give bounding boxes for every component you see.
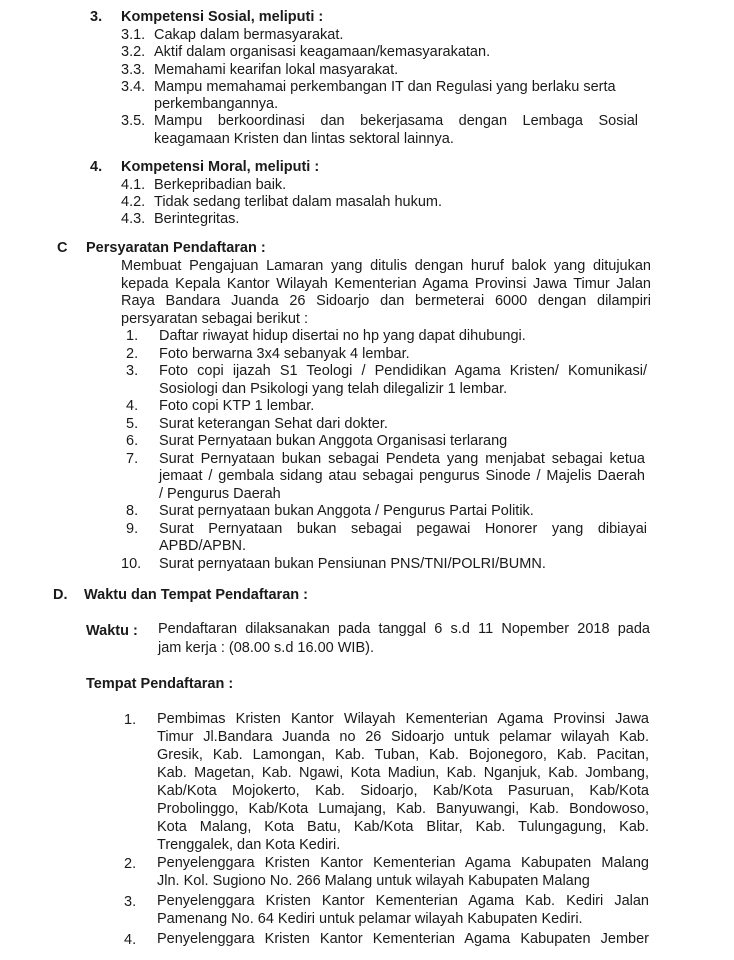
- section-c-letter: C: [57, 240, 68, 256]
- section-3-number: 3.: [90, 9, 103, 25]
- item-text: Kab/Kota Mojokerto, Kab. Sidoarjo, Kab/Kota Pasuruan, Kab/Kota: [157, 783, 649, 799]
- item-number: 3.4.: [121, 79, 146, 95]
- item-text: Gresik, Kab. Lamongan, Kab. Tuban, Kab. Bojonegoro, Kab. Pacitan,: [157, 747, 649, 763]
- item-text: Pamenang No. 64 Kediri untuk pelamar wilayah Kabupaten Kediri.: [157, 911, 583, 927]
- item-number: 10.: [121, 556, 142, 572]
- section-d-heading: Waktu dan Tempat Pendaftaran :: [84, 587, 308, 603]
- item-text: Penyelenggara Kristen Kantor Kementerian Agama Kabupaten Jember: [157, 931, 649, 947]
- item-number: 3.: [124, 894, 137, 910]
- item-number: 9.: [126, 521, 139, 537]
- section-3-heading: Kompetensi Sosial, meliputi :: [121, 9, 324, 25]
- item-text: Berintegritas.: [154, 211, 240, 227]
- item-number: 3.5.: [121, 113, 146, 129]
- item-text: Cakap dalam bermasyarakat.: [154, 27, 344, 43]
- item-text: Probolinggo, Kab/Kota Lumajang, Kab. Banyuwangi, Kab. Bondowoso,: [157, 801, 649, 817]
- item-text: Pembimas Kristen Kantor Wilayah Kementerian Agama Provinsi Jawa: [157, 711, 649, 727]
- item-number: 4.1.: [121, 177, 146, 193]
- item-text: Mampu berkoordinasi dan bekerjasama dengan Lembaga Sosial: [154, 113, 638, 129]
- item-number: 4.3.: [121, 211, 146, 227]
- item-number: 2.: [124, 856, 137, 872]
- section-d-letter: D.: [53, 587, 68, 603]
- item-text: Surat Pernyataan bukan sebagai Pendeta yang menjabat sebagai ketua: [159, 451, 645, 467]
- item-text: Surat Pernyataan bukan Anggota Organisasi terlarang: [159, 433, 508, 449]
- item-number: 4.: [124, 932, 137, 948]
- item-text: Tidak sedang terlibat dalam masalah hukum.: [154, 194, 443, 210]
- item-text: Trenggalek, dan Kota Kediri.: [157, 837, 341, 853]
- item-number: 4.: [126, 398, 139, 414]
- item-text: perkembangannya.: [154, 96, 279, 112]
- item-number: 3.3.: [121, 62, 146, 78]
- item-text: Kab. Magetan, Kab. Ngawi, Kota Madiun, Kab. Nganjuk, Kab. Jombang,: [157, 765, 649, 781]
- item-text: Kota Malang, Kota Batu, Kab/Kota Blitar, Kab. Tulungagung, Kab.: [157, 819, 649, 835]
- item-number: 6.: [126, 433, 139, 449]
- item-text: Berkepribadian baik.: [154, 177, 287, 193]
- item-number: 5.: [126, 416, 139, 432]
- item-text: Timur Jl.Bandara Juanda no 26 Sidoarjo untuk pelamar wilayah Kab.: [157, 729, 649, 745]
- item-number: 3.1.: [121, 27, 146, 43]
- waktu-label: Waktu :: [86, 623, 138, 639]
- waktu-text: jam kerja : (08.00 s.d 16.00 WIB).: [158, 640, 374, 656]
- item-number: 8.: [126, 503, 139, 519]
- item-text: / Pengurus Daerah: [159, 486, 281, 502]
- item-number: 7.: [126, 451, 139, 467]
- item-number: 3.2.: [121, 44, 146, 60]
- waktu-text: Pendaftaran dilaksanakan pada tanggal 6 s.d 11 Nopember 2018 pada: [158, 621, 650, 637]
- item-text: Mampu memahamai perkembangan IT dan Regulasi yang berlaku serta: [154, 79, 616, 95]
- item-text: Penyelenggara Kristen Kantor Kementerian Agama Kab. Kediri Jalan: [157, 893, 649, 909]
- section-c-heading: Persyaratan Pendaftaran :: [86, 240, 266, 256]
- item-text: Foto berwarna 3x4 sebanyak 4 lembar.: [159, 346, 410, 362]
- item-text: Jln. Kol. Sugiono No. 266 Malang untuk wilayah Kabupaten Malang: [157, 873, 590, 889]
- tempat-heading: Tempat Pendaftaran :: [86, 676, 234, 692]
- item-text: Foto copi KTP 1 lembar.: [159, 398, 315, 414]
- item-text: Daftar riwayat hidup disertai no hp yang dapat dihubungi.: [159, 328, 526, 344]
- item-text: APBD/APBN.: [159, 538, 247, 554]
- intro-line: Membuat Pengajuan Lamaran yang ditulis dengan huruf balok yang ditujukan: [121, 258, 651, 274]
- intro-line: Raya Bandara Juanda 26 Sidoarjo dan bermeterai 6000 dengan dilampiri: [121, 293, 651, 309]
- item-number: 1.: [126, 328, 139, 344]
- item-text: Sosiologi dan Psikologi yang telah dilegalizir 1 lembar.: [159, 381, 508, 397]
- item-number: 4.2.: [121, 194, 146, 210]
- section-4-number: 4.: [90, 159, 103, 175]
- item-number: 1.: [124, 712, 137, 728]
- item-text: keagamaan Kristen dan lintas sektoral lainnya.: [154, 131, 454, 147]
- intro-line: persyaratan sebagai berikut :: [121, 311, 308, 327]
- item-text: Surat pernyataan bukan Pensiunan PNS/TNI/POLRI/BUMN.: [159, 556, 546, 572]
- item-text: Aktif dalam organisasi keagamaan/kemasyarakatan.: [154, 44, 491, 60]
- item-text: jemaat / gembala sidang atau sebagai pengurus Sinode / Majelis Daerah: [159, 468, 645, 484]
- section-4-heading: Kompetensi Moral, meliputi :: [121, 159, 320, 175]
- item-number: 3.: [126, 363, 139, 379]
- item-text: Penyelenggara Kristen Kantor Kementerian Agama Kabupaten Malang: [157, 855, 649, 871]
- item-text: Surat Pernyataan bukan sebagai pegawai Honorer yang dibiayai: [159, 521, 647, 537]
- item-text: Surat pernyataan bukan Anggota / Pengurus Partai Politik.: [159, 503, 534, 519]
- item-text: Surat keterangan Sehat dari dokter.: [159, 416, 388, 432]
- intro-line: kepada Kepala Kantor Wilayah Kementerian Agama Provinsi Jawa Timur Jalan: [121, 276, 651, 292]
- item-number: 2.: [126, 346, 139, 362]
- item-text: Foto copi ijazah S1 Teologi / Pendidikan Agama Kristen/ Komunikasi/: [159, 363, 647, 379]
- item-text: Memahami kearifan lokal masyarakat.: [154, 62, 399, 78]
